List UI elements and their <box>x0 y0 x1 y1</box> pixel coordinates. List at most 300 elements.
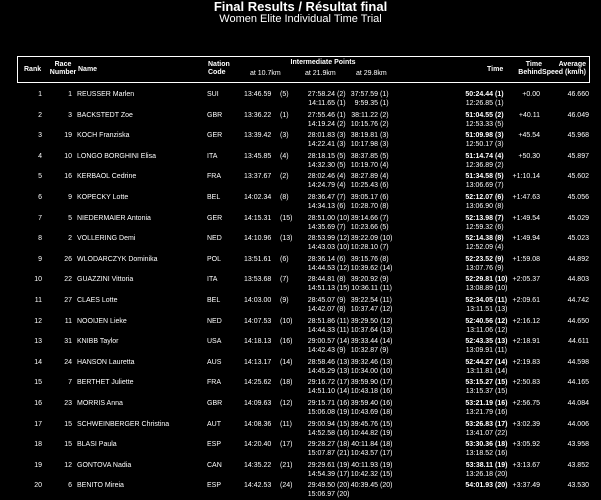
cell-time-rank: (10) <box>495 276 508 284</box>
cell-split-3-lap-rank: (3) <box>380 141 389 149</box>
cell-split-3: 39:33.44 <box>350 338 378 346</box>
cell-split-2-rank: (19) <box>337 461 350 469</box>
cell-split-1-rank: (3) <box>280 132 289 140</box>
cell-time: 52:29.81 <box>465 276 493 284</box>
cell-race-number: 31 <box>64 338 72 346</box>
cell-nation: CAN <box>207 461 222 469</box>
cell-name: KERBAOL Cedrine <box>77 173 137 181</box>
cell-lap-time: 13:18.52 <box>465 450 493 458</box>
cell-average-speed: 43.852 <box>567 461 589 469</box>
cell-split-3-lap-rank: (2) <box>380 120 389 128</box>
cell-split-1-rank: (11) <box>280 420 292 428</box>
cell-split-3-rank: (5) <box>380 152 389 160</box>
cell-split-2-rank: (13) <box>337 358 350 366</box>
col-race-1: Race <box>54 61 72 68</box>
cell-name: MORRIS Anna <box>77 400 123 407</box>
cell-split-2-rank: (6) <box>337 255 346 263</box>
cell-lap-time: 13:07.76 <box>465 264 493 272</box>
cell-split-3-lap-rank: (1) <box>380 100 389 107</box>
col-nation-2: Code <box>208 69 226 76</box>
cell-nation: FRA <box>207 379 221 387</box>
cell-time-behind: +0.00 <box>522 91 540 98</box>
cell-average-speed: 44.742 <box>567 297 589 304</box>
cell-split-2: 28:02.46 <box>307 173 335 181</box>
cell-time: 52:13.98 <box>465 214 493 222</box>
cell-split-1: 13:51.61 <box>244 255 272 263</box>
cell-split-3-lap: 10:36.11 <box>351 285 378 293</box>
cell-split-2-lap: 14:42.43 <box>307 347 335 355</box>
cell-name: GUAZZINI Vittoria <box>77 276 134 284</box>
cell-split-1: 13:53.68 <box>244 276 272 284</box>
cell-time-behind: +1:49.54 <box>512 214 540 222</box>
cell-split-2: 28:45.07 <box>307 297 335 304</box>
cell-lap-time: 12:52.09 <box>465 244 493 252</box>
cell-lap-time: 12:36.89 <box>465 161 493 169</box>
cell-split-2-lap: 14:34.13 <box>307 203 335 210</box>
cell-time: 52:40.56 <box>465 317 493 325</box>
cell-split-3: 40:11.93 <box>351 461 378 469</box>
cell-split-3-lap-rank: (13) <box>380 326 393 334</box>
cell-name: REUSSER Marlen <box>77 91 135 98</box>
cell-split-2-lap: 14:35.69 <box>307 223 335 231</box>
cell-split-3: 40:39.45 <box>350 482 378 490</box>
cell-split-2: 29:29.61 <box>307 461 335 469</box>
cell-split-3-lap-rank: (9) <box>380 347 389 355</box>
cell-split-2-lap-rank: (3) <box>337 141 346 149</box>
cell-split-3: 39:15.76 <box>350 255 378 263</box>
cell-lap-time-rank: (22) <box>495 429 508 437</box>
cell-time-behind: +3:05.92 <box>512 441 540 449</box>
cell-time: 50:24.44 <box>465 91 493 98</box>
cell-time-behind: +3:02.39 <box>512 420 540 428</box>
cell-split-3-rank: (18) <box>380 441 393 449</box>
cell-split-1-rank: (5) <box>280 91 289 98</box>
cell-average-speed: 46.660 <box>567 91 589 98</box>
cell-split-3: 39:20.92 <box>350 276 378 284</box>
cell-split-2-lap-rank: (5) <box>337 161 346 169</box>
cell-rank: 16 <box>34 400 42 407</box>
page-subtitle: Women Elite Individual Time Trial <box>219 13 382 25</box>
cell-split-1: 13:39.42 <box>244 132 272 140</box>
cell-lap-time-rank: (6) <box>495 223 504 231</box>
cell-split-2: 28:01.83 <box>307 132 335 140</box>
cell-lap-time-rank: (8) <box>495 203 504 210</box>
cell-split-3-rank: (4) <box>380 173 389 181</box>
cell-race-number: 23 <box>64 400 72 407</box>
cell-split-1-rank: (21) <box>280 461 293 469</box>
cell-nation: BEL <box>207 297 221 304</box>
cell-average-speed: 44.650 <box>567 317 589 325</box>
col-behind-1: Time <box>525 61 542 68</box>
cell-split-1-rank: (16) <box>280 338 293 346</box>
cell-split-2-lap-rank: (16) <box>337 429 350 437</box>
cell-lap-time-rank: (3) <box>495 141 504 149</box>
cell-nation: USA <box>207 338 222 346</box>
col-at-2: at 21.9km <box>305 70 336 77</box>
cell-race-number: 27 <box>64 297 72 304</box>
cell-split-3: 38:27.89 <box>350 173 378 181</box>
cell-split-2: 29:00.94 <box>307 420 335 428</box>
cell-split-2-lap: 14:22.41 <box>307 141 335 149</box>
cell-split-2-lap: 14:19.24 <box>307 120 335 128</box>
cell-split-2-rank: (2) <box>337 91 346 98</box>
cell-name: KNIBB Taylor <box>77 338 119 346</box>
cell-race-number: 6 <box>68 482 72 490</box>
cell-split-2-rank: (17) <box>337 379 350 387</box>
cell-average-speed: 45.029 <box>567 214 589 222</box>
cell-time: 52:44.27 <box>465 358 493 366</box>
cell-split-3: 39:32.46 <box>350 358 378 366</box>
cell-time-rank: (13) <box>495 338 508 346</box>
cell-rank: 7 <box>38 214 42 222</box>
cell-average-speed: 44.165 <box>567 379 589 387</box>
cell-split-2-lap-rank: (14) <box>337 388 350 396</box>
cell-split-3-lap: 9:59.35 <box>354 100 378 107</box>
cell-split-1-rank: (7) <box>280 276 289 284</box>
cell-split-3-lap: 10:39.62 <box>350 264 378 272</box>
cell-split-3-lap-rank: (17) <box>380 450 393 458</box>
cell-split-2-lap: 14:45.29 <box>307 367 335 375</box>
cell-race-number: 12 <box>64 461 72 469</box>
cell-split-3-rank: (15) <box>380 420 393 428</box>
cell-split-3: 39:59.90 <box>350 379 378 387</box>
cell-split-2: 27:55.46 <box>307 111 335 119</box>
cell-split-1: 14:25.62 <box>244 379 272 387</box>
cell-race-number: 16 <box>64 173 72 181</box>
cell-split-3-lap: 10:43.69 <box>350 409 378 416</box>
cell-time: 52:14.38 <box>465 235 493 243</box>
cell-split-2-lap: 14:44.53 <box>307 264 335 272</box>
cell-split-2: 28:44.81 <box>307 276 335 284</box>
cell-rank: 14 <box>34 358 42 366</box>
cell-split-3-rank: (3) <box>380 132 389 140</box>
cell-lap-time: 12:26.85 <box>465 100 493 107</box>
cell-average-speed: 44.084 <box>567 400 589 407</box>
cell-split-2-rank: (18) <box>337 441 350 449</box>
cell-lap-time: 13:15.37 <box>465 388 493 396</box>
cell-split-2: 29:00.57 <box>307 338 335 346</box>
cell-lap-time-rank: (16) <box>495 409 508 416</box>
cell-split-1-rank: (4) <box>280 152 289 160</box>
col-name: Name <box>78 66 98 73</box>
cell-lap-time: 13:06.90 <box>465 203 493 210</box>
cell-time-rank: (6) <box>495 194 504 201</box>
cell-split-1-rank: (18) <box>280 379 293 387</box>
cell-split-2-lap: 14:43.03 <box>307 244 335 252</box>
cell-race-number: 7 <box>68 379 72 387</box>
cell-time: 51:14.74 <box>465 152 493 160</box>
cell-split-2-rank: (5) <box>337 152 346 160</box>
cell-time-rank: (4) <box>495 152 504 160</box>
cell-name: KOPECKY Lotte <box>77 194 129 201</box>
cell-split-3: 39:14.66 <box>350 214 378 222</box>
col-speed-2: Speed (km/h) <box>542 69 586 76</box>
cell-race-number: 5 <box>68 214 72 222</box>
cell-split-2-lap-rank: (13) <box>337 367 350 375</box>
cell-lap-time-rank: (5) <box>495 120 504 128</box>
cell-split-3-lap-rank: (11) <box>380 285 392 293</box>
cell-average-speed: 44.803 <box>567 276 589 284</box>
cell-split-3-rank: (1) <box>380 91 389 98</box>
cell-split-1: 14:13.17 <box>244 358 272 366</box>
cell-lap-time: 13:41.07 <box>465 429 493 437</box>
cell-split-2-lap: 14:42.07 <box>307 306 335 313</box>
cell-time: 53:15.27 <box>465 379 493 387</box>
cell-split-1: 14:07.53 <box>244 317 272 325</box>
cell-split-2-lap-rank: (9) <box>337 347 346 355</box>
cell-split-3: 40:11.84 <box>351 441 378 449</box>
cell-name: BENITO Mireia <box>77 482 124 490</box>
cell-split-2-lap-rank: (20) <box>337 491 350 499</box>
col-at-1: at 10.7km <box>250 70 281 77</box>
cell-split-2-lap: 14:54.39 <box>307 470 335 478</box>
cell-lap-time: 13:08.89 <box>465 285 493 293</box>
page-title: Final Results / Résultat final <box>213 0 388 14</box>
cell-time: 52:23.52 <box>465 255 493 263</box>
cell-name: HANSON Lauretta <box>77 358 135 366</box>
cell-time: 53:26.83 <box>465 420 493 428</box>
cell-split-1-rank: (17) <box>280 441 293 449</box>
cell-split-2-lap-rank: (4) <box>337 182 346 190</box>
cell-lap-time-rank: (11) <box>495 347 507 355</box>
cell-name: BERTHET Juliette <box>77 379 134 387</box>
cell-time-behind: +3:13.67 <box>512 461 540 469</box>
cell-split-2-lap-rank: (11) <box>337 326 349 334</box>
cell-average-speed: 44.006 <box>567 420 589 428</box>
cell-time-rank: (2) <box>495 111 504 119</box>
cell-time-behind: +50.30 <box>518 152 540 160</box>
cell-lap-time: 13:09.91 <box>465 347 493 355</box>
cell-average-speed: 45.968 <box>567 132 589 140</box>
cell-rank: 15 <box>34 379 42 387</box>
cell-split-3-rank: (9) <box>380 276 389 284</box>
cell-time: 52:12.07 <box>465 194 493 201</box>
cell-lap-time: 13:26.18 <box>465 470 493 478</box>
cell-split-1-rank: (13) <box>280 235 293 243</box>
cell-split-3: 39:59.40 <box>350 400 378 407</box>
cell-split-2: 28:51.86 <box>307 317 335 325</box>
cell-time: 54:01.93 <box>465 482 493 490</box>
cell-split-1: 13:46.59 <box>244 91 272 98</box>
cell-name: VOLLERING Demi <box>77 235 136 243</box>
cell-rank: 10 <box>34 276 42 284</box>
cell-split-2-rank: (7) <box>337 194 346 201</box>
cell-split-2-lap: 15:07.87 <box>307 450 335 458</box>
cell-time-behind: +2:19.83 <box>512 358 540 366</box>
cell-average-speed: 46.049 <box>567 111 589 119</box>
cell-time-behind: +45.54 <box>518 132 540 140</box>
cell-nation: AUS <box>207 358 222 366</box>
cell-split-1-rank: (10) <box>280 317 293 325</box>
cell-split-2-lap: 15:06.97 <box>307 491 335 499</box>
cell-rank: 6 <box>38 194 42 201</box>
cell-split-2: 28:58.46 <box>307 358 335 366</box>
cell-split-2: 28:36.14 <box>307 255 335 263</box>
cell-split-3-rank: (19) <box>380 461 393 469</box>
cell-split-1-rank: (9) <box>280 297 289 304</box>
cell-lap-time: 13:11.51 <box>466 306 493 313</box>
cell-name: BACKSTEDT Zoe <box>77 111 133 119</box>
cell-lap-time-rank: (7) <box>495 182 504 190</box>
cell-split-2-rank: (12) <box>337 235 350 243</box>
cell-split-1-rank: (6) <box>280 255 289 263</box>
cell-name: WLODARCZYK Dominika <box>77 255 158 263</box>
cell-split-2-lap: 14:11.65 <box>308 100 335 107</box>
cell-split-3-lap-rank: (5) <box>380 223 389 231</box>
cell-time-behind: +1:49.94 <box>512 235 540 243</box>
cell-split-1-rank: (15) <box>280 214 293 222</box>
cell-rank: 1 <box>38 91 42 98</box>
cell-time-rank: (5) <box>495 173 504 181</box>
cell-time-rank: (14) <box>495 358 508 366</box>
cell-split-3-rank: (11) <box>380 297 392 304</box>
cell-split-2-rank: (10) <box>337 214 350 222</box>
cell-split-2: 29:16.72 <box>307 379 335 387</box>
cell-nation: FRA <box>207 173 221 181</box>
cell-split-3-lap-rank: (16) <box>380 388 393 396</box>
cell-split-3-rank: (17) <box>380 379 393 387</box>
cell-race-number: 19 <box>64 132 72 140</box>
cell-lap-time-rank: (14) <box>495 367 508 375</box>
cell-time: 51:09.98 <box>465 132 493 140</box>
cell-lap-time-rank: (20) <box>495 470 508 478</box>
cell-name: CLAES Lotte <box>77 297 118 304</box>
cell-nation: ESP <box>207 482 222 490</box>
cell-split-1: 14:09.63 <box>244 400 272 407</box>
cell-nation: ITA <box>207 152 218 160</box>
cell-time: 53:21.19 <box>465 400 493 407</box>
cell-split-1-rank: (12) <box>280 400 293 407</box>
cell-split-2-lap: 14:52.58 <box>307 429 335 437</box>
cell-split-2-lap: 14:44.33 <box>307 326 335 334</box>
cell-nation: ESP <box>207 441 222 449</box>
cell-split-3-lap: 10:17.98 <box>350 141 378 149</box>
cell-split-2-rank: (8) <box>337 276 346 284</box>
cell-lap-time-rank: (4) <box>495 244 504 252</box>
cell-lap-time: 13:21.79 <box>465 409 493 416</box>
cell-race-number: 11 <box>64 317 72 325</box>
cell-name: GONTOVA Nadia <box>77 461 132 469</box>
cell-split-3-lap: 10:19.70 <box>350 161 378 169</box>
cell-split-2-lap-rank: (15) <box>337 285 350 293</box>
cell-time: 52:34.05 <box>465 297 493 304</box>
cell-split-2-lap-rank: (8) <box>337 306 346 313</box>
cell-split-1-rank: (1) <box>280 111 289 119</box>
cell-split-3-rank: (6) <box>380 194 389 201</box>
cell-lap-time-rank: (9) <box>495 264 504 272</box>
cell-split-2-rank: (11) <box>337 317 349 325</box>
cell-split-1: 14:03.00 <box>244 297 272 304</box>
cell-split-2-rank: (9) <box>337 297 346 304</box>
cell-nation: NED <box>207 235 222 243</box>
cell-race-number: 15 <box>64 441 72 449</box>
cell-split-3-rank: (20) <box>380 482 393 490</box>
cell-split-1-rank: (2) <box>280 173 289 181</box>
cell-split-3-lap: 10:15.76 <box>350 120 378 128</box>
cell-split-1: 13:45.85 <box>244 152 272 160</box>
cell-split-2-rank: (20) <box>337 482 350 490</box>
cell-name: SCHWEINBERGER Christina <box>77 420 170 428</box>
cell-split-3-lap-rank: (15) <box>380 470 393 478</box>
cell-time-behind: +2:18.91 <box>512 338 540 346</box>
cell-split-1-rank: (14) <box>280 358 293 366</box>
cell-race-number: 10 <box>64 152 72 160</box>
cell-split-3-lap-rank: (10) <box>380 367 393 375</box>
cell-split-2-rank: (16) <box>337 400 350 407</box>
cell-time-behind: +3:37.49 <box>512 482 540 490</box>
col-time: Time <box>487 66 504 73</box>
cell-average-speed: 45.602 <box>567 173 589 181</box>
cell-split-3-lap-rank: (6) <box>380 182 389 190</box>
cell-lap-time-rank: (10) <box>495 285 508 293</box>
cell-split-1-rank: (24) <box>280 482 293 490</box>
cell-lap-time: 13:06.69 <box>465 182 493 190</box>
cell-split-1: 14:10.96 <box>244 235 272 243</box>
cell-time-rank: (8) <box>495 235 504 243</box>
cell-nation: NED <box>207 317 222 325</box>
cell-split-2-lap-rank: (12) <box>337 264 350 272</box>
cell-time: 51:04.55 <box>465 111 493 119</box>
cell-time-rank: (20) <box>495 482 508 490</box>
cell-split-3-lap-rank: (7) <box>380 244 389 252</box>
cell-split-1: 14:20.40 <box>244 441 272 449</box>
cell-split-2-lap-rank: (1) <box>337 100 346 107</box>
col-rank: Rank <box>24 66 42 73</box>
cell-split-3-lap-rank: (19) <box>380 429 393 437</box>
cell-split-3-rank: (12) <box>380 317 393 325</box>
col-at-3: at 29.8km <box>356 70 387 77</box>
cell-split-3: 38:19.81 <box>350 132 378 140</box>
cell-split-3-rank: (2) <box>380 111 389 119</box>
cell-split-2: 29:15.71 <box>307 400 335 407</box>
cell-race-number: 24 <box>64 358 72 366</box>
cell-split-3-lap: 10:32.87 <box>350 347 378 355</box>
cell-lap-time: 13:11.81 <box>466 367 493 375</box>
cell-split-1: 13:37.67 <box>244 173 272 181</box>
cell-race-number: 15 <box>64 420 72 428</box>
cell-average-speed: 44.892 <box>567 255 589 263</box>
cell-split-2: 29:28.27 <box>307 441 335 449</box>
cell-nation: GBR <box>207 400 223 407</box>
cell-nation: GER <box>207 214 223 222</box>
cell-nation: ITA <box>207 276 218 284</box>
cell-rank: 13 <box>34 338 42 346</box>
cell-split-3-lap: 10:43.18 <box>350 388 378 396</box>
cell-split-3-lap: 10:28.10 <box>350 244 378 252</box>
cell-split-3-lap: 10:34.00 <box>350 367 378 375</box>
cell-split-2-lap-rank: (10) <box>337 244 350 252</box>
cell-race-number: 22 <box>64 276 72 284</box>
col-nation-1: Nation <box>208 61 230 68</box>
cell-split-3-rank: (14) <box>380 338 393 346</box>
cell-split-3: 38:37.85 <box>350 152 378 160</box>
cell-nation: GER <box>207 132 223 140</box>
cell-average-speed: 45.897 <box>567 152 589 160</box>
cell-split-3-lap: 10:37.64 <box>350 326 378 334</box>
cell-time-rank: (15) <box>495 379 508 387</box>
cell-time-rank: (9) <box>495 255 504 263</box>
cell-split-1: 14:15.31 <box>244 214 272 222</box>
cell-name: BLASI Paula <box>77 441 117 449</box>
col-intermediate: Intermediate Points <box>290 59 356 66</box>
cell-rank: 3 <box>38 132 42 140</box>
cell-time: 51:34.58 <box>465 173 493 181</box>
cell-time-rank: (12) <box>495 317 508 325</box>
cell-average-speed: 44.611 <box>568 338 589 346</box>
cell-rank: 11 <box>34 297 42 304</box>
cell-split-3-lap: 10:37.47 <box>350 306 378 313</box>
cell-time-rank: (1) <box>495 91 504 98</box>
